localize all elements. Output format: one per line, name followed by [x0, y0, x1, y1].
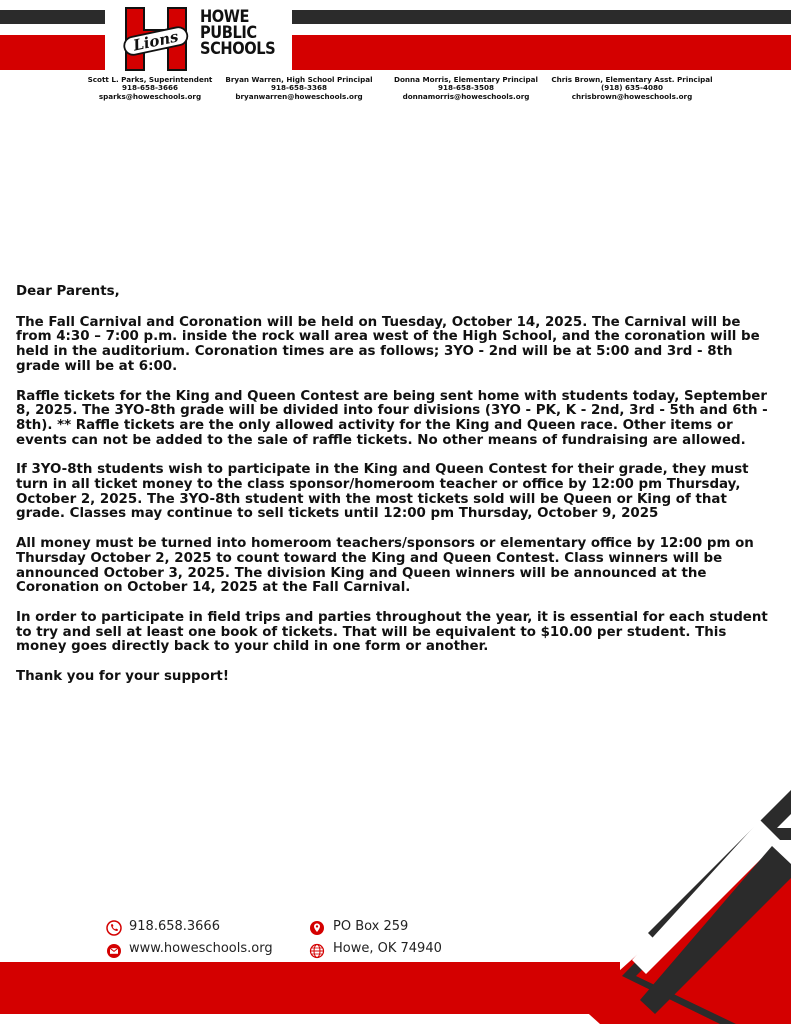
header-bar-dark-left — [0, 10, 105, 24]
letter-paragraph-contest: If 3YO-8th students wish to participate in the King and Queen Contest for their grade, they must turn in all ticket money to the class sponsor/homeroom teacher or office by 12:00 pm Thursday, October 2, 2025. The 3YO-8th student with the most tickets sold will be Queen or King of that grade. Classes may continue to sell tickets until 12:00 pm Thursday, October 9, 2025 — [16, 462, 749, 522]
school-name-line-1: HOWE — [200, 7, 250, 27]
letter-paragraph-participation: In order to participate in field trips and parties throughout the year, it is essential for each student to try and sell at least one book of tickets. That will be equivalent to $10.00 per student. This money goes directly back to your child in one form or another. — [16, 609, 768, 655]
logo-lions-text: Lions — [131, 27, 180, 55]
footer-website[interactable]: www.howeschools.org — [129, 941, 273, 956]
contact-email[interactable]: donnamorris@howeschools.org — [402, 91, 530, 101]
contact-phone: (918) 635-4080 — [600, 83, 664, 93]
footer-po-box: PO Box 259 — [333, 919, 409, 934]
letter-body — [16, 285, 776, 700]
contact-elementary-principal — [388, 76, 544, 101]
letter-paragraph-carnival: The Fall Carnival and Coronation will be held on Tuesday, October 14, 2025. The Carnival will be from 4:30 – 7:00 p.m. inside the rock wall area west of the High School, and the coronation will be held in the auditorium. Coronation times are as follows; 3YO - 2nd will be at 5:00 and 3rd - 8th grade will be at 6:00. — [16, 314, 760, 374]
header-bar-dark-right — [292, 10, 791, 24]
footer-red-band — [0, 962, 620, 1014]
contact-phone: 918-658-3666 — [122, 83, 178, 93]
school-name-line-2: PUBLIC — [200, 23, 257, 43]
phone-icon — [106, 920, 122, 936]
footer-city: Howe, OK 74940 — [333, 941, 442, 956]
contact-high-school-principal — [222, 76, 376, 101]
header-bar-red-right — [292, 35, 791, 70]
school-name — [200, 9, 277, 57]
letter-greeting: Dear Parents, — [16, 284, 120, 299]
contact-title: Donna Morris, Elementary Principal — [394, 75, 538, 84]
footer-phone: 918.658.3666 — [129, 919, 220, 934]
letter-closing: Thank you for your support! — [16, 669, 229, 685]
globe-icon — [309, 943, 325, 959]
letter-paragraph-raffle: Raffle tickets for the King and Queen Contest are being sent home with students today, September 8, 2025. The 3YO-8th grade will be divided into four divisions (3YO - PK, K - 2nd, 3rd - 5th and 6th - 8th). ** Raffle tickets are the only allowed activity for the King and Queen race. Other items or events can not be added to the sale of raffle tickets. No other means of fundraising are allowed. — [16, 388, 768, 448]
contact-phone: 918-658-3368 — [271, 83, 327, 93]
header-bar-red-left — [0, 35, 105, 70]
letter-paragraph-money: All money must be turned into homeroom teachers/sponsors or elementary office by 12:00 pm on Thursday October 2, 2025 to count toward the King and Queen Contest. Class winners will be announced October 3, 2025. The division King and Queen winners will be announced at the Coronation on October 14, 2025 at the Fall Carnival. — [16, 536, 754, 596]
contact-email[interactable]: sparks@howeschools.org — [98, 91, 202, 101]
school-name-line-3: SCHOOLS — [200, 39, 276, 59]
contact-email[interactable]: chrisbrown@howeschools.org — [571, 91, 693, 101]
howe-lions-logo — [120, 6, 192, 72]
contact-email[interactable]: bryanwarren@howeschools.org — [235, 91, 363, 101]
contact-superintendent — [80, 76, 220, 101]
contact-title: Chris Brown, Elementary Asst. Principal — [551, 75, 713, 84]
mail-icon — [106, 943, 122, 959]
contact-phone: 918-658-3508 — [438, 83, 494, 93]
contact-elementary-asst-principal — [548, 76, 716, 101]
location-pin-icon — [309, 920, 325, 936]
contact-title: Bryan Warren, High School Principal — [225, 75, 373, 84]
contact-title: Scott L. Parks, Superintendent — [87, 75, 213, 84]
administrator-contacts — [0, 76, 791, 106]
